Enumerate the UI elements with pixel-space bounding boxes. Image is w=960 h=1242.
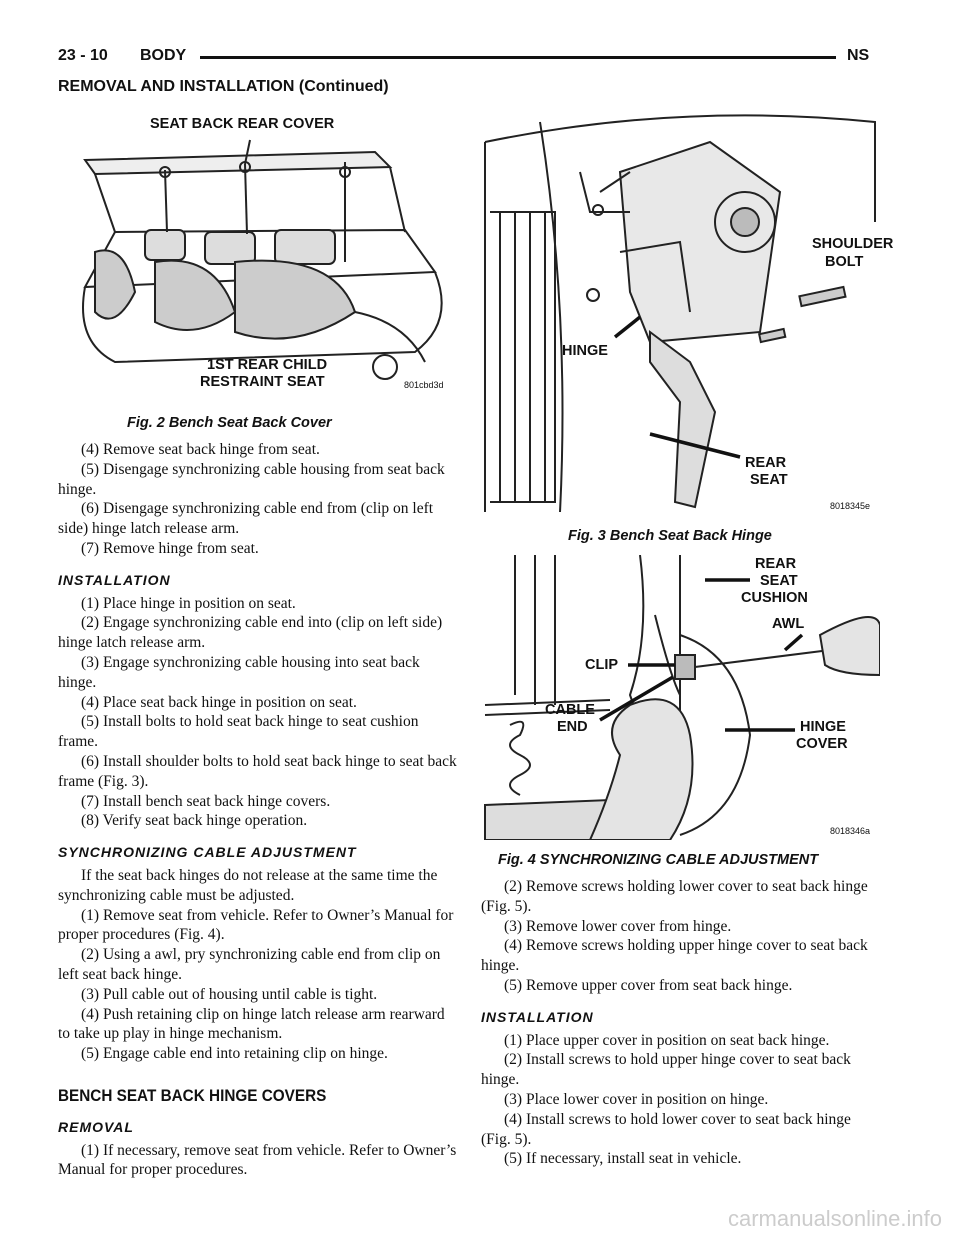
fig3-label-shoulder-1: SHOULDER bbox=[812, 236, 894, 252]
sync-cable-heading: SYNCHRONIZING CABLE ADJUSTMENT bbox=[58, 844, 357, 861]
fig2-code: 801cbd3d bbox=[404, 380, 444, 390]
sync-intro: If the seat back hinges do not release at the same time the synchronizing cable must be adjusted. bbox=[58, 866, 438, 904]
page-subtitle: REMOVAL AND INSTALLATION (Continued) bbox=[58, 78, 389, 95]
fig2-caption: Fig. 2 Bench Seat Back Cover bbox=[127, 415, 332, 431]
step-remove-from-seat: (7) Remove hinge from seat. bbox=[81, 539, 259, 557]
fig4-label-clip: CLIP bbox=[585, 657, 619, 673]
install-step-1: (1) Place hinge in position on seat. bbox=[81, 594, 296, 612]
fig4-label-cable-1: CABLE bbox=[545, 702, 595, 718]
fig4-label-cover-1: HINGE bbox=[800, 719, 846, 735]
sync-step-3: (3) Pull cable out of housing until cable is tight. bbox=[81, 985, 378, 1003]
fig3-illustration bbox=[480, 112, 880, 517]
fig2-label-bottom-1: 1ST REAR CHILD bbox=[207, 357, 328, 373]
cover-install-step-1: (1) Place upper cover in position on seat back hinge. bbox=[504, 1031, 830, 1049]
sync-step-5: (5) Engage cable end into retaining clip on hinge. bbox=[81, 1045, 388, 1063]
fig4-illustration bbox=[480, 555, 880, 840]
watermark: carmanualsonline.info bbox=[727, 1206, 942, 1231]
step-remove-hinge: (4) Remove seat back hinge from seat. bbox=[81, 441, 320, 458]
fig4-label-cushion-1: REAR bbox=[755, 556, 797, 572]
step-disengage-housing: (5) Disengage synchronizing cable housing from seat back hinge. bbox=[58, 460, 445, 498]
install-step-5: (5) Install bolts to hold seat back hinge to seat cushion frame. bbox=[58, 713, 419, 751]
sync-step-4: (4) Push retaining clip on hinge latch release arm rearward to take up play in hinge mechanism. bbox=[58, 1005, 445, 1043]
cover-installation-heading: INSTALLATION bbox=[481, 1008, 594, 1025]
cover-removal-step-2: (2) Remove screws holding lower cover to seat back hinge (Fig. 5). bbox=[481, 878, 868, 915]
fig4-label-cushion-2: SEAT bbox=[760, 573, 798, 589]
fig4-label-cushion-3: CUSHION bbox=[741, 590, 808, 606]
header-rule bbox=[200, 56, 836, 59]
fig3-label-rear-1: REAR bbox=[745, 455, 787, 471]
install-step-4: (4) Place seat back hinge in position on seat. bbox=[81, 693, 357, 711]
sync-step-1: (1) Remove seat from vehicle. Refer to Owner’s Manual for proper procedures (Fig. 4). bbox=[58, 906, 454, 944]
fig3-code: 8018345e bbox=[830, 501, 871, 511]
fig2-label-top: SEAT BACK REAR COVER bbox=[150, 116, 335, 132]
cover-removal-step-4: (4) Remove screws holding upper hinge cover to seat back hinge. bbox=[481, 937, 868, 975]
fig3-caption: Fig. 3 Bench Seat Back Hinge bbox=[568, 528, 772, 544]
fig4-caption: Fig. 4 SYNCHRONIZING CABLE ADJUSTMENT bbox=[498, 852, 819, 868]
install-step-2: (2) Engage synchronizing cable end into (clip on left side) hinge latch release arm. bbox=[58, 614, 443, 652]
model-code: NS bbox=[847, 47, 870, 64]
install-step-7: (7) Install bench seat back hinge covers. bbox=[81, 792, 331, 810]
fig4-label-cable-2: END bbox=[557, 719, 588, 735]
cover-removal-step-5: (5) Remove upper cover from seat back hinge. bbox=[504, 976, 793, 994]
removal-step-1: (1) If necessary, remove seat from vehicle. Refer to Owner’s Manual for proper procedures. bbox=[58, 1141, 457, 1179]
fig3-label-hinge: HINGE bbox=[562, 343, 608, 359]
install-step-6: (6) Install shoulder bolts to hold seat back hinge to seat back frame (Fig. 3). bbox=[58, 752, 457, 790]
cover-removal-step-3: (3) Remove lower cover from hinge. bbox=[504, 917, 732, 935]
fig3-label-shoulder-2: BOLT bbox=[825, 254, 864, 270]
page-number: 23 - 10 bbox=[58, 47, 108, 64]
install-step-3: (3) Engage synchronizing cable housing into seat back hinge. bbox=[58, 653, 420, 691]
fig3-label-rear-2: SEAT bbox=[750, 472, 788, 488]
section-title: BODY bbox=[140, 47, 187, 64]
install-step-8: (8) Verify seat back hinge operation. bbox=[81, 812, 308, 830]
fig4-label-awl: AWL bbox=[772, 616, 805, 632]
cover-install-step-4: (4) Install screws to hold lower cover to seat back hinge (Fig. 5). bbox=[481, 1110, 851, 1148]
removal-heading: REMOVAL bbox=[58, 1118, 134, 1135]
cover-install-step-2: (2) Install screws to hold upper hinge cover to seat back hinge. bbox=[481, 1051, 851, 1089]
fig2-label-bottom-2: RESTRAINT SEAT bbox=[200, 374, 325, 390]
left-column bbox=[58, 440, 460, 1180]
sync-step-2: (2) Using a awl, pry synchronizing cable end from clip on left seat back hinge. bbox=[58, 946, 441, 983]
hinge-covers-heading: BENCH SEAT BACK HINGE COVERS bbox=[58, 1085, 327, 1105]
right-column bbox=[481, 877, 877, 1169]
installation-heading: INSTALLATION bbox=[58, 571, 171, 588]
step-disengage-end: (6) Disengage synchronizing cable end from (clip on left side) hinge latch release arm. bbox=[58, 500, 434, 538]
cover-install-step-3: (3) Place lower cover in position on hinge. bbox=[504, 1090, 769, 1108]
fig4-label-cover-2: COVER bbox=[796, 736, 848, 752]
cover-install-step-5: (5) If necessary, install seat in vehicle. bbox=[504, 1150, 742, 1168]
fig4-code: 8018346a bbox=[830, 826, 871, 836]
